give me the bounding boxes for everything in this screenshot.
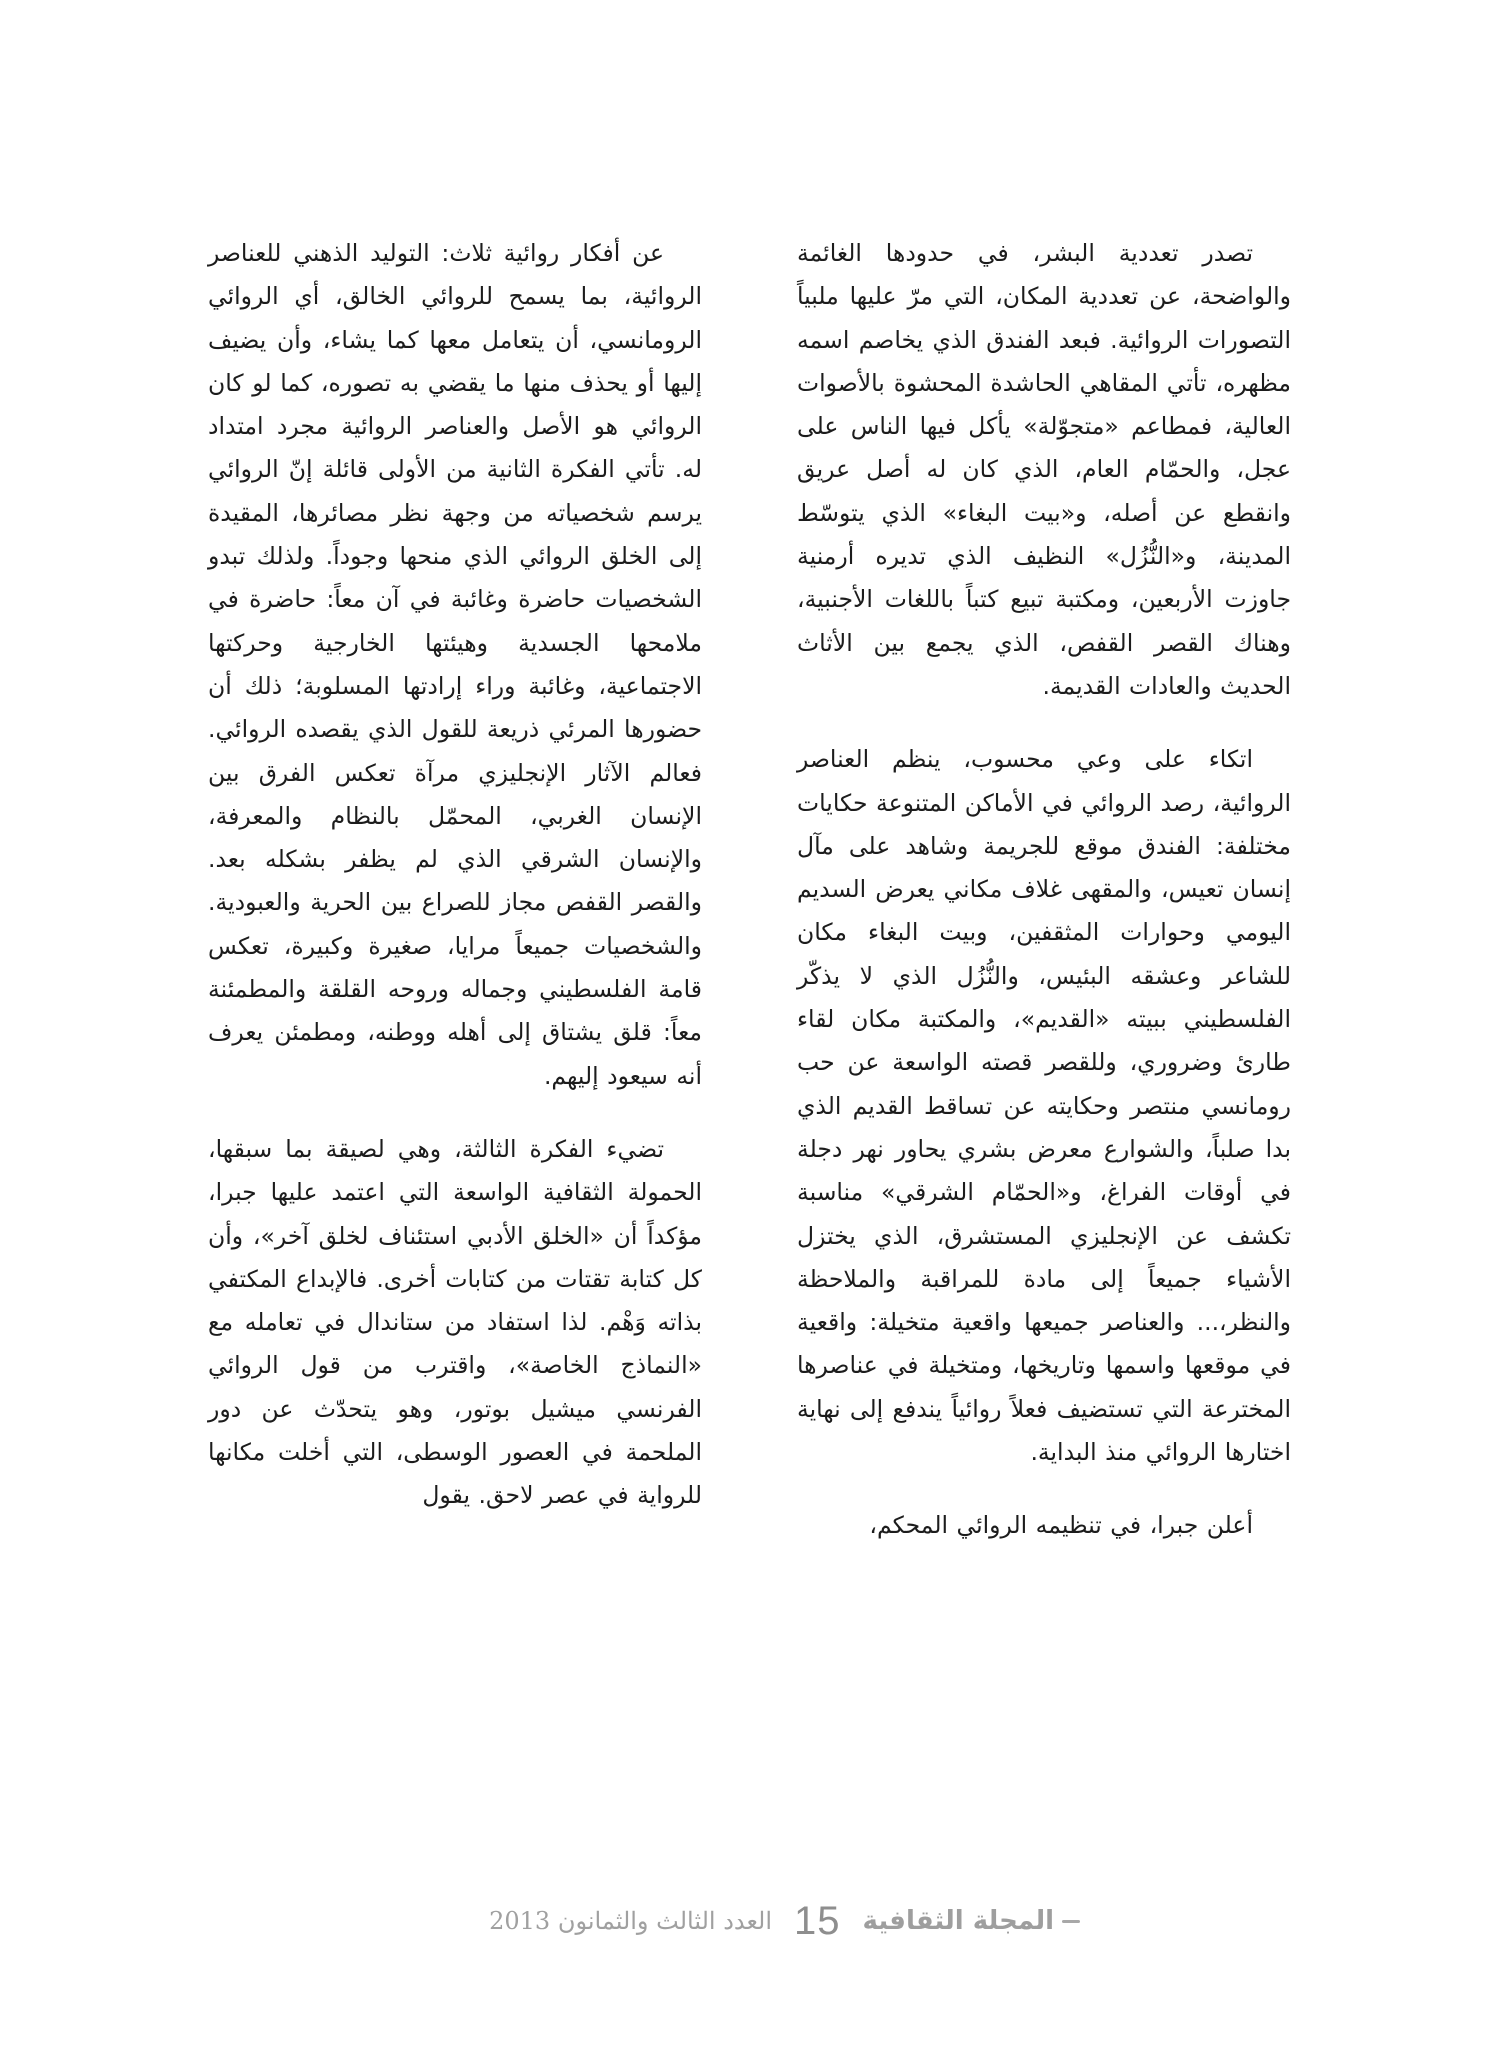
paragraph: تضيء الفكرة الثالثة، وهي لصيقة بما سبقها، الحمولة الثقافية الواسعة التي اعتمد عليها جبرا، مؤكداً أن «الخلق الأدبي استئناف لخلق آخر»، وأن كل كتابة تقتات من كتابات أخرى. فالإبداع المكتفي بذاته وَهْم. لذا استفاد من ستاندال في تعامله مع «النماذج الخاصة»، واقترب من قول الروائي الفرنسي ميشيل بوتور، وهو يتحدّث عن دور الملحمة في العصور الوسطى، التي أخلت مكانها للرواية في عصر لاحق. يقول: [208, 1134, 702, 1510]
magazine-name: المجلة الثقافية: [862, 1906, 1054, 1936]
logo-bar-icon: [1062, 1920, 1080, 1923]
page-number: 15: [794, 1898, 841, 1943]
page-footer: [440, 1896, 1080, 1946]
text-column-left: [208, 232, 702, 1518]
paragraph: اتكاء على وعي محسوب، ينظم العناصر الروائية، رصد الروائي في الأماكن المتنوعة حكايات مختلفة: الفندق موقع للجريمة وشاهد على مآل إنسان تعيس، والمقهى غلاف مكاني يعرض السديم اليومي وحوارات المثقفين، وبيت البغاء مكان للشاعر وعشقه البئيس، والنُّزُل الذي لا يذكّر الفلسطيني ببيته «القديم»، والمكتبة مكان لقاء طارئ وضروري، وللقصر قصته الواسعة عن حب رومانسي منتصر وحكايته عن تساقط القديم الذي بدا صلباً، والشوارع معرض بشري يحاور نهر دجلة في أوقات الفراغ، و«الحمّام الشرقي» مناسبة تكشف عن الإنجليزي المستشرق، الذي يختزل الأشياء جميعاً إلى مادة للمراقبة والملاحظة والنظر،... والعناصر جميعها واقعية متخيلة: واقعية في موقعها واسمها وتاريخها، ومتخيلة في عناصرها المخترعة التي تستضيف فعلاً روائياً يندفع إلى نهاية اختارها الروائي منذ البداية.: [797, 745, 1291, 1467]
paragraph: عن أفكار روائية ثلاث: التوليد الذهني للعناصر الروائية، بما يسمح للروائي الخالق، أي الروائي الرومانسي، أن يتعامل معها كما يشاء، وأن يضيف إليها أو يحذف منها ما يقضي به تصوره، كما لو كان الروائي هو الأصل والعناصر الروائية مجرد امتداد له. تأتي الفكرة الثانية من الأولى قائلة إنّ الروائي يرسم شخصياته من وجهة نظر مصائرها، المقيدة إلى الخلق الروائي الذي منحها وجوداً. ولذلك تبدو الشخصيات حاضرة وغائبة في آن معاً: حاضرة في ملامحها الجسدية وهيئتها الخارجية وحركتها الاجتماعية، وغائبة وراء إرادتها المسلوبة؛ ذلك أن حضورها المرئي ذريعة للقول الذي يقصده الروائي. فعالم الآثار الإنجليزي مرآة تعكس الفرق بين الإنسان الغربي، المحمّل بالنظام والمعرفة، والإنسان الشرقي الذي لم يظفر بشكله بعد. والقصر القفص مجاز للصراع بين الحرية والعبودية. والشخصيات جميعاً مرايا، صغيرة وكبيرة، تعكس قامة الفلسطيني وجماله وروحه القلقة والمطمئنة معاً: قلق يشتاق إلى أهله ووطنه، ومطمئن يعرف أنه سيعود إليهم.: [208, 239, 702, 1090]
text-column-right: [797, 232, 1291, 1548]
paragraph: تصدر تعددية البشر، في حدودها الغائمة والواضحة، عن تعددية المكان، التي مرّ عليها ملبياً التصورات الروائية. فبعد الفندق الذي يخاصم اسمه مظهره، تأتي المقاهي الحاشدة المحشوة بالأصوات العالية، فمطاعم «متجوّلة» يأكل فيها الناس على عجل، والحمّام العام، الذي كان له أصل عريق وانقطع عن أصله، و«بيت البغاء» الذي يتوسّط المدينة، و«النُّزُل» النظيف الذي تديره أرمنية جاوزت الأربعين، ومكتبة تبيع كتباً باللغات الأجنبية، وهناك القصر القفص، الذي يجمع بين الأثاث الحديث والعادات القديمة.: [797, 239, 1291, 700]
magazine-logo: [863, 1906, 1080, 1936]
issue-label: العدد الثالث والثمانون 2013: [489, 1907, 773, 1935]
paragraph: أعلن جبرا، في تنظيمه الروائي المحكم،: [869, 1511, 1253, 1540]
